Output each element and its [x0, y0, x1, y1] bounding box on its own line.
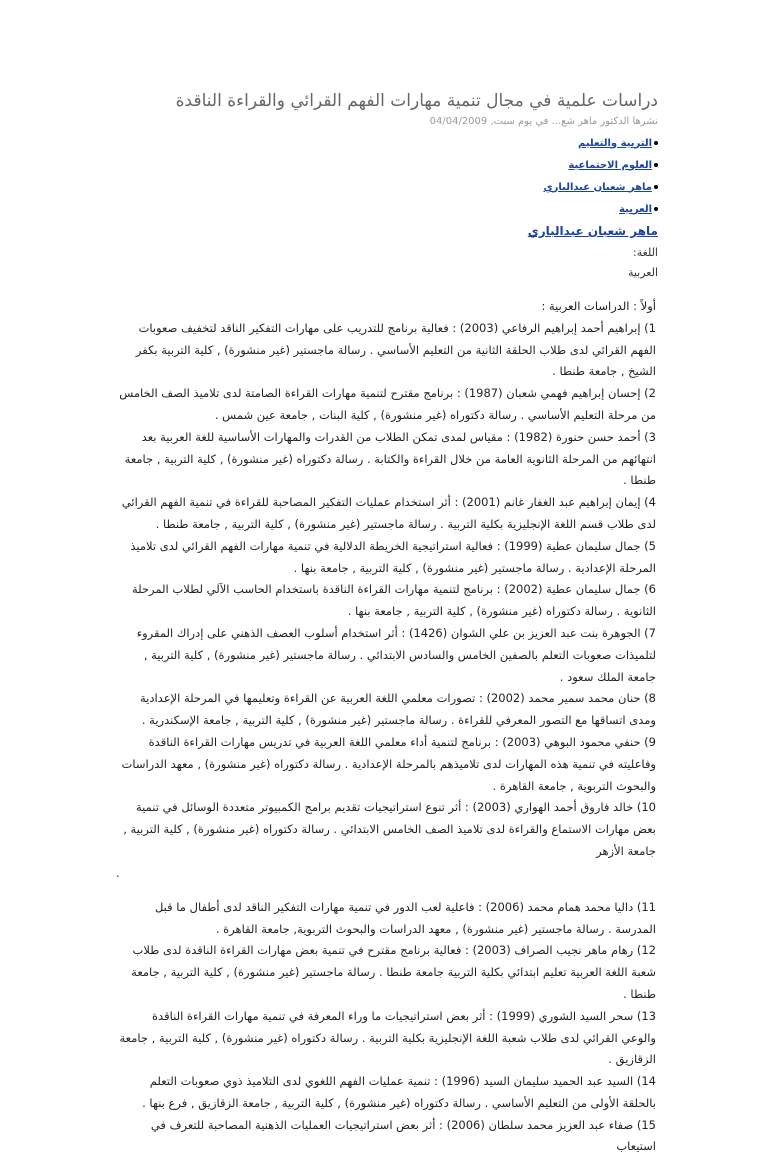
reference-item: 1) إبراهيم أحمد إبراهيم الرفاعي (2003) : فعالية برنامج للتدريب على مهارات التفكير الناقد لتخفيف صعوبات الفهم القرائي لدى طلاب الحلقة الثانية من التعليم الأساسي . رسالة ماجستير (غير منشورة) , كلية التربية بكفر الشيخ , جامعة طنطا . — [135, 320, 656, 379]
language-value: العربية — [627, 266, 658, 279]
reference-item: 5) جمال سليمان عطية (1999) : فعالية استراتيجية الخريطة الدلالية في تنمية مهارات الفهم القرائي لدى تلاميذ المرحلة الإعدادية . رسالة ماجستير (غير منشورة) , كلية التربية , جامعة بنها . — [130, 538, 656, 575]
reference-item: 10) خالد فاروق أحمد الهواري (2003) : أثر تنوع استراتيجيات تقديم برامج الكمبيوتر متعددة الوسائل في تنمية بعض مهارات الاستماع والقراءة لدى تلاميذ الصف الخامس الابتدائي . رسالة دكتوراه (غير منشورة) , كلية التربية , جامعة الأزهر — [123, 800, 656, 858]
bullet-icon — [654, 141, 658, 145]
reference-item: 14) السيد عبد الحميد سليمان السيد (1996) : تنمية عمليات الفهم اللغوي لدى التلاميذ ذوي صعوبات التعلم بالحلقة الأولى من التعليم الأساسي . رسالة دكتوراه (غير منشورة) , كلية التربية , جامعة الزقازيق , فرع بنها . — [142, 1074, 656, 1110]
category-item — [543, 176, 658, 198]
reference-item: 3) أحمد حسن حنورة (1982) : مقياس لمدى تمكن الطلاب من القدرات والمهارات الأساسية للغة العربية بعد انتهائهم من المرحلة الثانوية العامة من خلال القراءة والكتابة . رسالة دكتوراه (غير منشورة) , كلية التربية , جامعة طنطا . — [124, 429, 656, 488]
post-title[interactable]: دراسات علمية في مجال تنمية مهارات الفهم القرائي والقراءة الناقدة — [175, 91, 658, 111]
author-link[interactable]: ماهر شعبان عبدالباري — [527, 224, 658, 238]
reference-item: 12) رهام ماهر نجيب الصراف (2003) : فعالية برنامج مقترح في تنمية بعض مهارات القراءة الناقدة لدى طلاب شعبة اللغة العربية تعليم ابتدائي بكلية التربية جامعة طنطا . رسالة ماجستير (غير منشورة) , كلية التربية , جامعة طنطا . — [131, 943, 656, 1001]
reference-item: 7) الجوهرة بنت عبد العزيز بن علي الشوان (1426) : أثر استخدام أسلوب العصف الذهني على إدراك المقروء لتلميذات صعوبات التعلم بالصفين الخامس والسادس الابتدائي . رسالة ماجستير (غير منشورة) , كلية التربية , جامعة الملك سعود . — [136, 625, 656, 684]
category-list — [543, 132, 658, 220]
language-label: اللغة: — [633, 246, 658, 259]
reference-item: 6) جمال سليمان عطية (2002) : برنامج لتنمية مهارات القراءة الناقدة باستخدام الحاسب الآلي لطلاب المرحلة الثانوية . رسالة دكتوراه (غير منشورة) , كلية التربية , جامعة بنها . — [131, 582, 656, 619]
bullet-icon — [654, 207, 658, 211]
trailing-dot: . — [116, 865, 120, 880]
reference-item: 8) حنان محمد سمير محمد (2002) : تصورات معلمي اللغة العربية عن القراءة وتعليمها في المرحلة الإعدادية ومدى اتساقها مع التصور المعرفي للقراءة . رسالة ماجستير (غير منشورة) , كلية التربية , جامعة الإسكندرية . — [139, 691, 656, 728]
bullet-icon — [654, 185, 658, 189]
reference-item: 9) حنفي محمود البوهي (2003) : برنامج لتنمية أداء معلمي اللغة العربية في تدريس مهارات القراءة الناقدة وفاعليته في تنمية هذه المهارات لدى تلاميذهم بالمرحلة الإعدادية . رسالة دكتوراه (غير منشورة) , معهد الدراسات والبحوث التربوية , جامعة القاهرة . — [121, 734, 656, 793]
bullet-icon — [654, 163, 658, 167]
category-item — [543, 198, 658, 220]
section-heading: أولاً : الدراسات العربية : — [541, 299, 656, 313]
category-link[interactable]: التربية والتعليم — [578, 137, 652, 149]
reference-item: 4) إيمان إبراهيم عبد الغفار غانم (2001) : أثر استخدام عمليات التفكير المصاحبة للقراءة في تنمية الفهم القرائي لدى طلاب قسم اللغة الإنجليزية بكلية التربية . رسالة ماجستير (غير منشورة) , كلية التربية , جامعة طنطا . — [121, 495, 656, 531]
post-meta — [430, 116, 658, 127]
reference-item: 15) صفاء عبد العزيز محمد سلطان (2006) : أثر بعض استراتيجيات العمليات الذهنية المصاحبة للتعرف في استيعاب — [150, 1117, 656, 1154]
post-date: 04/04/2009 — [429, 116, 488, 127]
category-link[interactable]: العلوم الاجتماعية — [568, 159, 652, 171]
category-link[interactable]: العربية — [619, 203, 652, 215]
category-item — [543, 132, 658, 154]
category-link[interactable]: ماهر شعبان عبدالباري — [543, 181, 652, 193]
reference-item: 2) إحسان إبراهيم فهمي شعبان (1987) : برنامج مقترح لتنمية مهارات القراءة الصامتة لدى تلاميذ الصف الخامس من مرحلة التعليم الأساسي . رسالة دكتوراه (غير منشورة) , كلية البنات , جامعة عين شمس . — [119, 386, 656, 422]
category-item — [543, 154, 658, 176]
post-author: نشرها الدكتور ماهر شع... في يوم سبت, — [490, 116, 658, 127]
reference-item: 13) سحر السيد الشوري (1999) : أثر بعض استراتيجيات ما وراء المعرفة في تنمية مهارات القراءة الناقدة والوعي القرائي لدى طلاب شعبة اللغة الإنجليزية بكلية التربية . رسالة دكتوراه (غير منشورة) , كلية التربية , جامعة الزقازيق . — [119, 1008, 656, 1067]
spacer — [116, 885, 656, 897]
reference-item: 11) داليا محمد همام محمد (2006) : فاعلية لعب الدور في تنمية مهارات التفكير الناقد لدى أطفال ما قبل المدرسة . رسالة ماجستير (غير منشورة) , معهد الدراسات والبحوث التربوية, جامعة القاهرة . — [154, 899, 656, 936]
article-body — [116, 296, 656, 1158]
